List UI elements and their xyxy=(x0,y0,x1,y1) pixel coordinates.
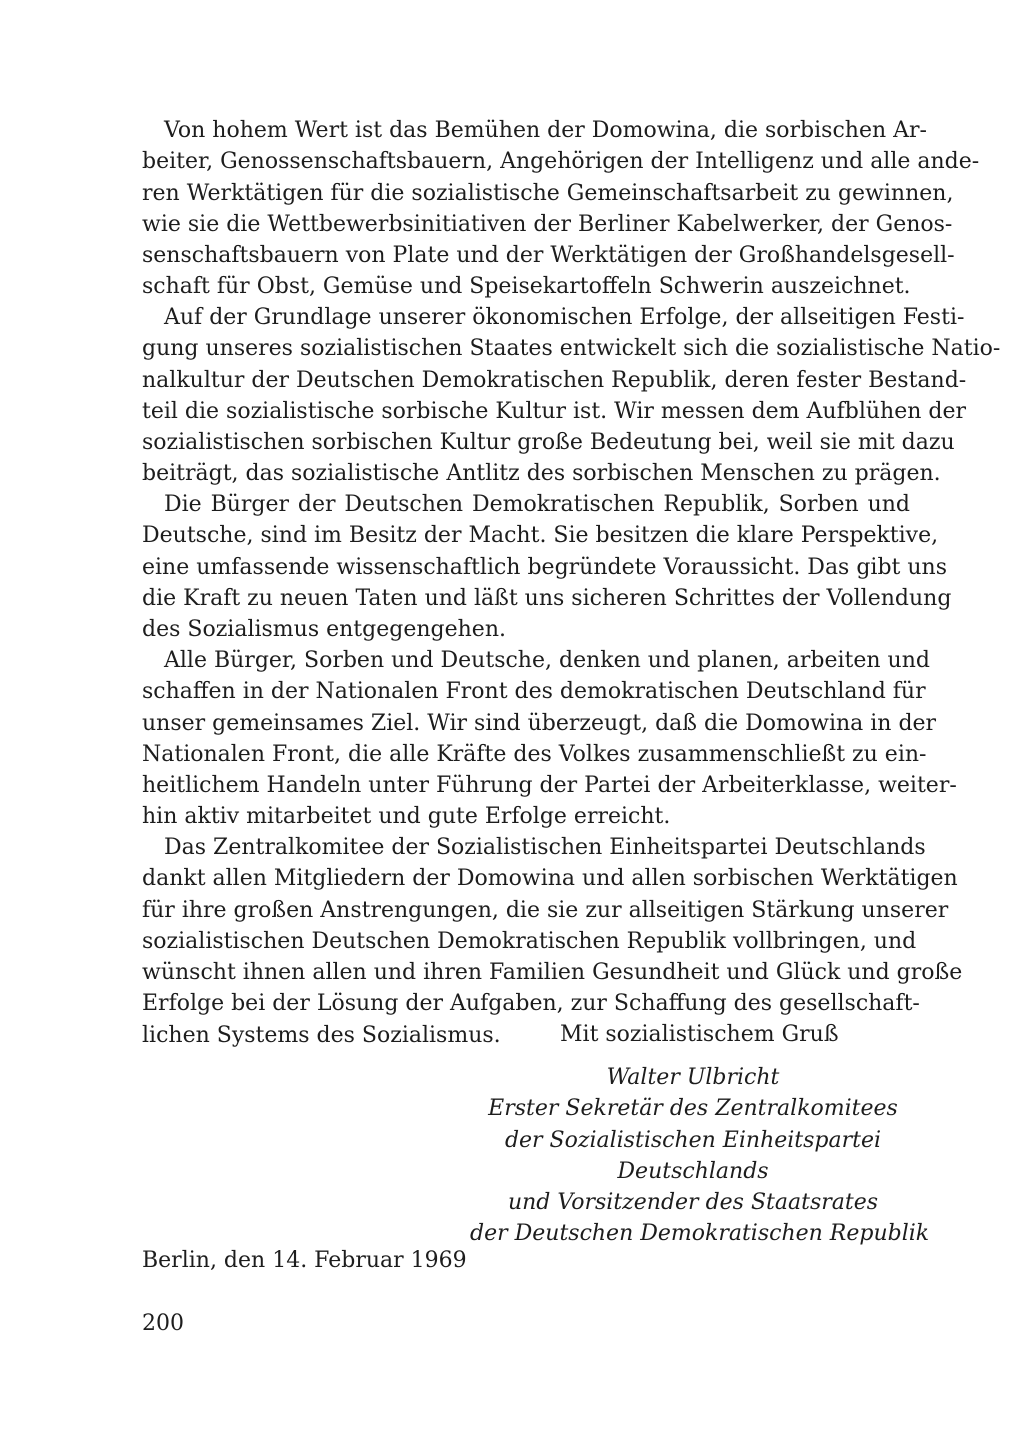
text-line: teil die sozialistische sorbische Kultur ist. Wir messen dem Aufblühen der xyxy=(142,398,966,424)
paragraph-1 xyxy=(142,115,980,303)
text-line: ren Werktätigen für die sozialistische Gemeinschaftsarbeit zu gewinnen, xyxy=(142,180,954,206)
text-line: schaffen in der Nationalen Front des demokratischen Deutschland für xyxy=(142,679,926,705)
text-line: Die Bürger der Deutschen Demokratischen Republik, Sorben und xyxy=(164,492,910,517)
page-number: 200 xyxy=(142,1311,184,1336)
text-line: sozialistischen Deutschen Demokratischen Republik vollbringen, und xyxy=(142,928,917,954)
text-line: Alle Bürger, Sorben und Deutsche, denken und planen, arbeiten und xyxy=(164,648,930,673)
signatory-title-line: und Vorsitzender des Staatsrates xyxy=(507,1190,879,1216)
paragraph-5 xyxy=(142,832,963,1051)
text-line: Nationalen Front, die alle Kräfte des Volkes zusammenschließt zu ein- xyxy=(142,741,927,767)
text-line: schaft für Obst, Gemüse und Speisekartoffeln Schwerin auszeichnet. xyxy=(142,274,911,300)
signatory-title-line: Deutschlands xyxy=(617,1158,769,1184)
text-line: Von hohem Wert ist das Bemühen der Domowina, die sorbischen Ar- xyxy=(164,118,927,143)
paragraph-2 xyxy=(142,302,1001,490)
text-line: beiträgt, das sozialistische Antlitz des sorbischen Menschen zu prägen. xyxy=(142,461,941,487)
text-line: unser gemeinsames Ziel. Wir sind überzeugt, daß die Domowina in der xyxy=(142,710,937,736)
text-line: des Sozialismus entgegengehen. xyxy=(142,617,506,643)
text-line: nalkultur der Deutschen Demokratischen Republik, deren fester Bestand- xyxy=(142,367,967,393)
place-date: Berlin, den 14. Februar 1969 xyxy=(142,1248,467,1273)
text-line: Das Zentralkomitee der Sozialistischen Einheitspartei Deutschlands xyxy=(164,835,926,860)
text-line: Erfolge bei der Lösung der Aufgaben, zur Schaffung des gesellschaft- xyxy=(142,991,920,1017)
text-line: lichen Systems des Sozialismus. xyxy=(142,1022,501,1048)
text-line: wünscht ihnen allen und ihren Familien Gesundheit und Glück und große xyxy=(142,960,963,986)
closing-greeting: Mit sozialistischem Gruß xyxy=(560,1022,839,1047)
text-line: dankt allen Mitgliedern der Domowina und allen sorbischen Werktätigen xyxy=(142,866,958,892)
text-line: für ihre großen Anstrengungen, die sie zur allseitigen Stärkung unserer xyxy=(142,897,949,923)
text-line: wie sie die Wettbewerbsinitiativen der Berliner Kabelwerker, der Genos- xyxy=(142,211,953,237)
text-line: Auf der Grundlage unserer ökonomischen Erfolge, der allseitigen Festi- xyxy=(164,305,965,330)
text-line: senschaftsbauern von Plate und der Werktätigen der Großhandelsgesell- xyxy=(142,243,955,269)
text-line: sozialistischen sorbischen Kultur große Bedeutung bei, weil sie mit dazu xyxy=(142,430,955,456)
text-line: gung unseres sozialistischen Staates entwickelt sich die sozialistische Natio- xyxy=(142,336,1001,362)
paragraph-3 xyxy=(142,489,952,645)
text-line: Deutsche, sind im Besitz der Macht. Sie besitzen die klare Perspektive, xyxy=(142,523,939,549)
signature-block xyxy=(470,1062,930,1250)
signatory-name: Walter Ulbricht xyxy=(606,1065,780,1090)
paragraph-4 xyxy=(142,645,957,833)
text-line: eine umfassende wissenschaftlich begründete Voraussicht. Das gibt uns xyxy=(142,554,948,580)
text-line: beiter, Genossenschaftsbauern, Angehörigen der Intelligenz und alle ande- xyxy=(142,149,980,175)
text-line: die Kraft zu neuen Taten und läßt uns sicheren Schrittes der Vollendung xyxy=(142,585,952,611)
signatory-title-line: der Sozialistischen Einheitspartei xyxy=(504,1127,882,1153)
text-line: hin aktiv mitarbeitet und gute Erfolge erreicht. xyxy=(142,804,671,830)
signatory-title-line: der Deutschen Demokratischen Republik xyxy=(470,1221,930,1247)
text-line: heitlichem Handeln unter Führung der Partei der Arbeiterklasse, weiter- xyxy=(142,773,957,799)
signatory-title-line: Erster Sekretär des Zentralkomitees xyxy=(488,1096,898,1122)
